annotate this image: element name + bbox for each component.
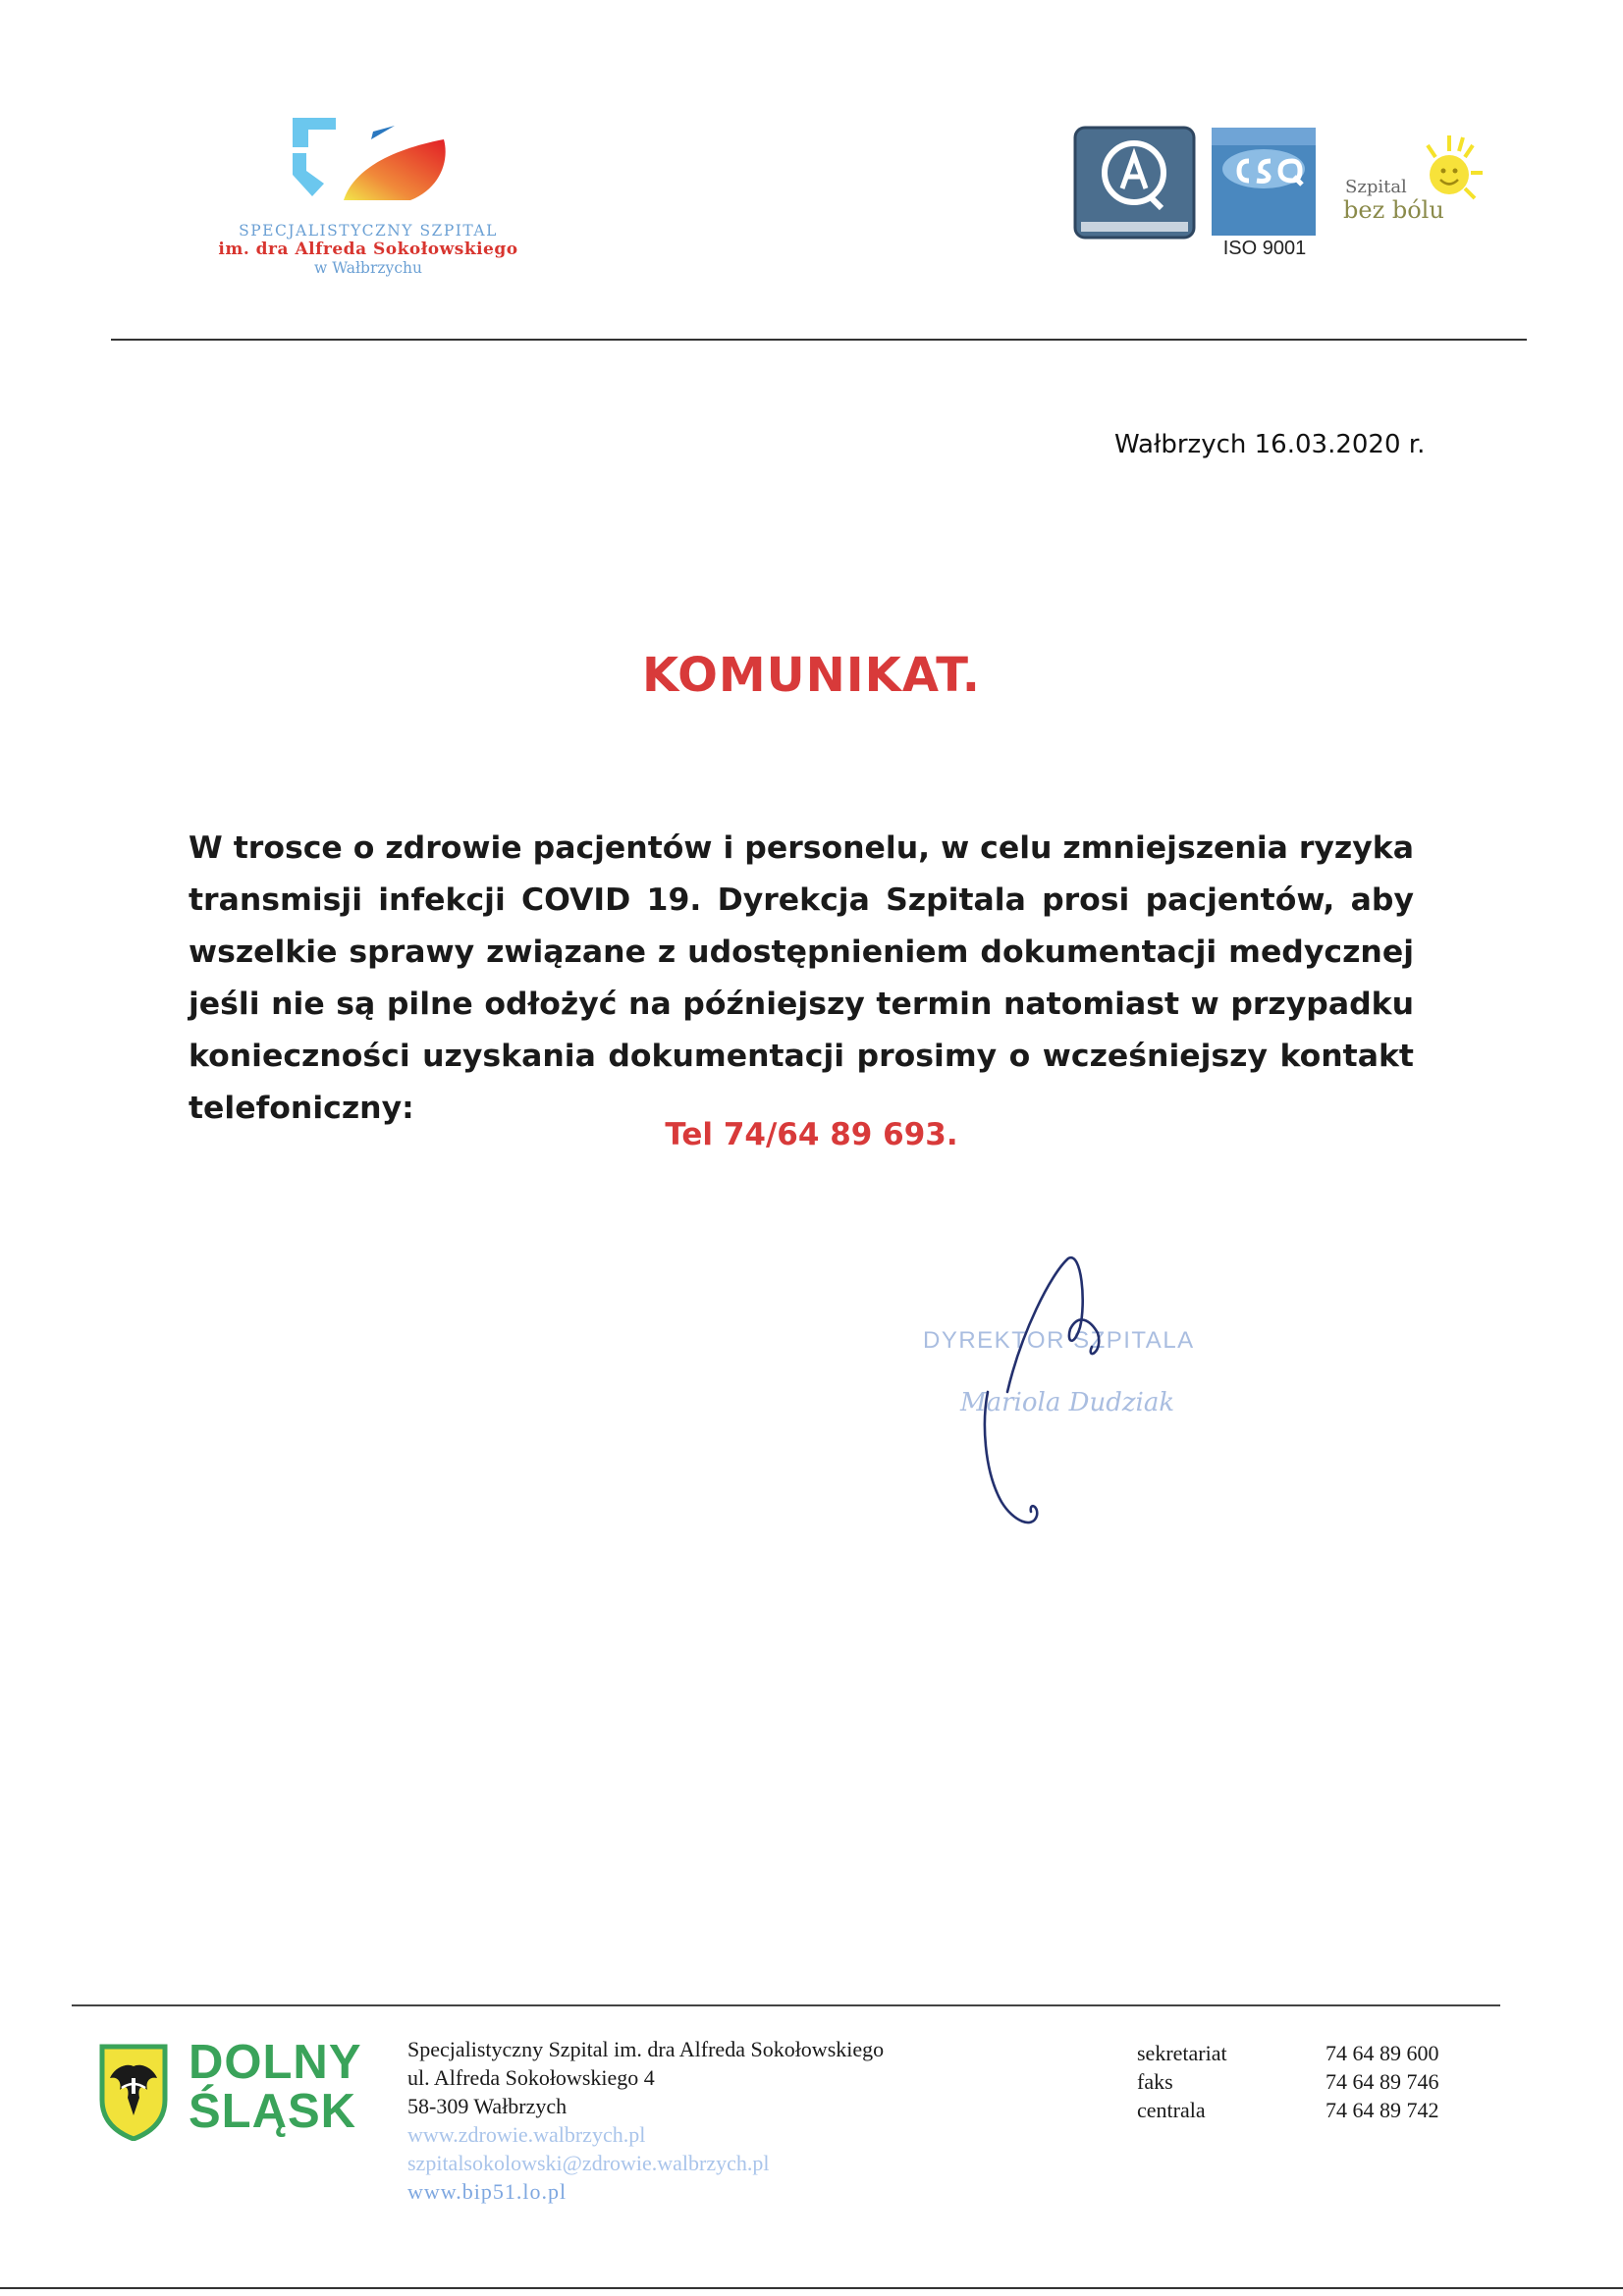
contact-value: 74 64 89 742 bbox=[1325, 2098, 1439, 2122]
stamp-title: DYREKTOR SZPITALA bbox=[923, 1327, 1195, 1354]
painless-hospital-line-1: Szpital bbox=[1345, 177, 1407, 197]
header-divider bbox=[111, 339, 1527, 341]
contact-row bbox=[1137, 2096, 1473, 2124]
contact-label: centrala bbox=[1137, 2098, 1206, 2122]
painless-hospital-line-2: bez bólu bbox=[1343, 196, 1444, 224]
region-name bbox=[189, 2038, 362, 2136]
contact-label: faks bbox=[1137, 2069, 1173, 2094]
announcement-body: W trosce o zdrowie pacjentów i personelu, w celu zmniejszenia ryzyka transmisji infekcji COVID 19. Dyrekcja Szpitala prosi pacjentów, aby wszelkie sprawy związane z udostępnieniem dokumentacji medycznej jeśli nie są pilne odłożyć na późniejszy termin natomiast w przypadku konieczności uzyskania dokumentacji prosimy o wcześniejszy kontakt telefoniczny: bbox=[189, 830, 1414, 1126]
email-link[interactable]: szpitalsokolowski@zdrowie.walbrzych.pl bbox=[407, 2151, 770, 2175]
handwritten-signature bbox=[952, 1245, 1168, 1539]
address-name: Specjalistyczny Szpital im. dra Alfreda Sokołowskiego bbox=[407, 2037, 885, 2061]
stamp-name: Mariola Dudziak bbox=[960, 1388, 1175, 1417]
logo-line-3: w Wałbrzychu bbox=[314, 259, 422, 277]
hospital-address bbox=[407, 2035, 884, 2206]
contact-phone: Tel 74/64 89 693. bbox=[665, 1117, 958, 1152]
quality-certificate-icon bbox=[1073, 126, 1196, 240]
coat-of-arms-icon bbox=[98, 2043, 169, 2141]
contact-row bbox=[1137, 2067, 1473, 2096]
contact-row bbox=[1137, 2039, 1473, 2067]
contact-label: sekretariat bbox=[1137, 2041, 1227, 2065]
address-street: ul. Alfreda Sokołowskiego 4 bbox=[407, 2065, 655, 2090]
bottom-divider bbox=[0, 2287, 1623, 2289]
address-city: 58-309 Wałbrzych bbox=[407, 2094, 568, 2118]
hospital-logo-icon bbox=[285, 110, 481, 203]
region-line-2: ŚLĄSK bbox=[189, 2085, 357, 2138]
iso-label: ISO 9001 bbox=[1222, 238, 1307, 259]
website-link[interactable]: www.zdrowie.walbrzych.pl bbox=[407, 2122, 646, 2147]
region-line-1: DOLNY bbox=[189, 2036, 362, 2089]
place-date: Wałbrzych 16.03.2020 r. bbox=[1114, 430, 1426, 459]
bip-link[interactable]: www.bip51.lo.pl bbox=[407, 2179, 568, 2204]
contact-value: 74 64 89 600 bbox=[1325, 2041, 1439, 2065]
csq-certificate-icon bbox=[1212, 128, 1316, 236]
footer-divider bbox=[72, 2004, 1500, 2006]
logo-line-2: im. dra Alfreda Sokołowskiego bbox=[218, 240, 518, 259]
page-title: KOMUNIKAT. bbox=[642, 648, 981, 703]
contact-value: 74 64 89 746 bbox=[1325, 2069, 1439, 2094]
logo-line-1: SPECJALISTYCZNY SZPITAL bbox=[239, 222, 498, 240]
hospital-logo-text bbox=[147, 222, 589, 278]
contact-table bbox=[1137, 2039, 1473, 2124]
